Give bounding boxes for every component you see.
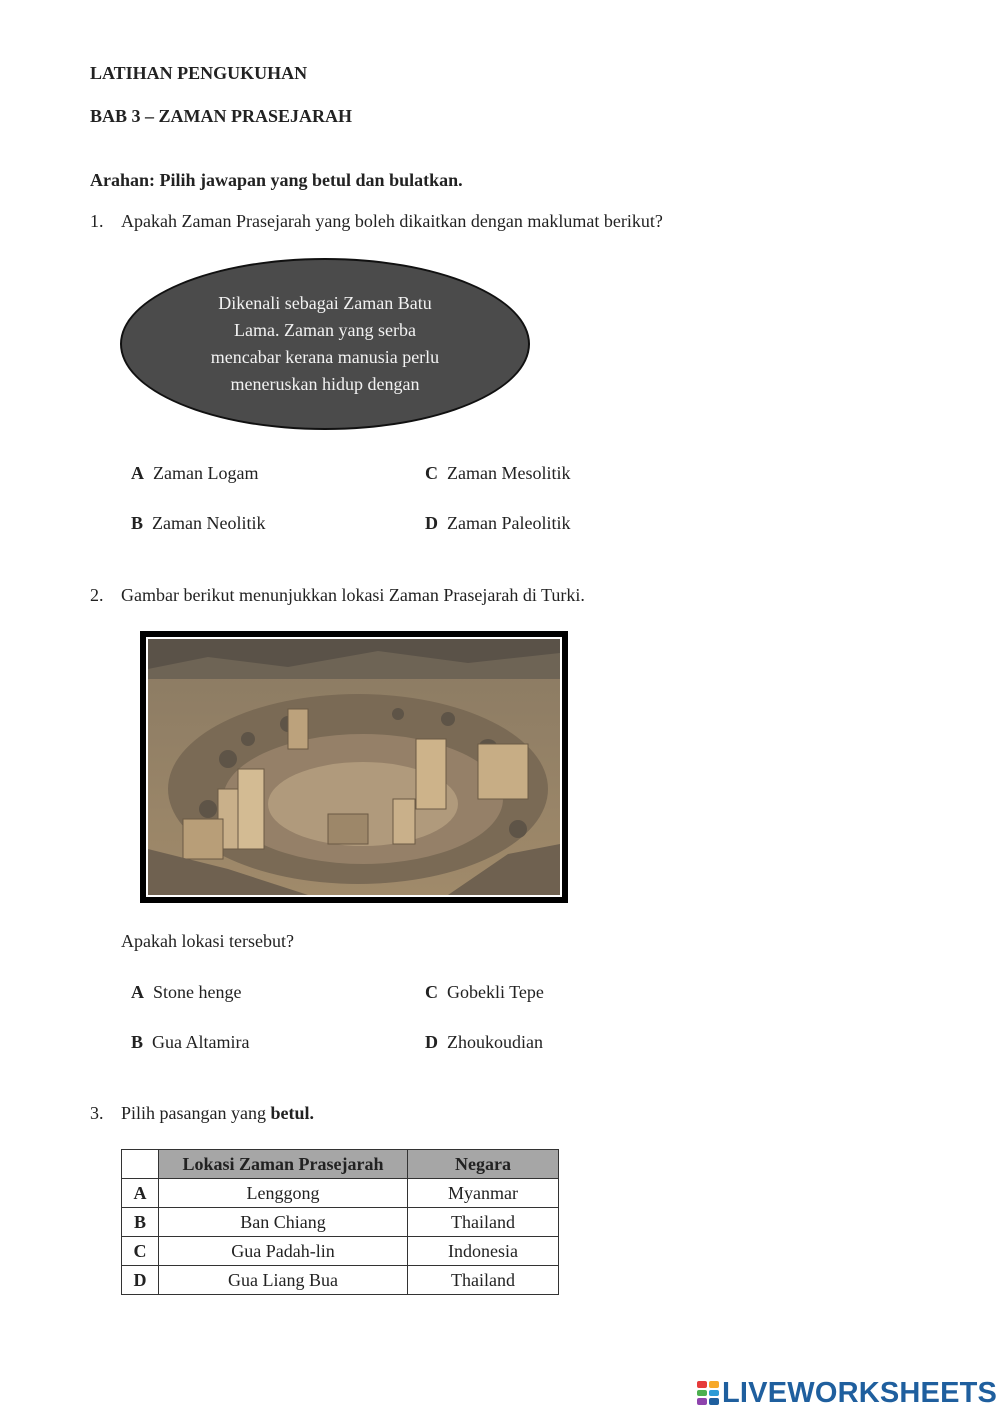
q3-question-prefix: Pilih pasangan yang bbox=[121, 1103, 271, 1123]
header-blank-cell bbox=[122, 1150, 159, 1179]
q2-sub-question: Apakah lokasi tersebut? bbox=[121, 931, 294, 951]
table-row[interactable] bbox=[122, 1179, 559, 1208]
instruction: Arahan: Pilih jawapan yang betul dan bulatkan. bbox=[90, 170, 463, 190]
logo-square bbox=[709, 1390, 719, 1397]
row-location: Ban Chiang bbox=[159, 1208, 408, 1237]
row-letter: C bbox=[122, 1237, 159, 1266]
option-text: Zaman Mesolitik bbox=[447, 463, 571, 483]
q1-info-line: Dikenali sebagai Zaman Batu bbox=[218, 293, 432, 313]
row-country: Thailand bbox=[408, 1208, 559, 1237]
option-letter: D bbox=[425, 513, 438, 533]
option-letter: A bbox=[131, 463, 144, 483]
worksheet-title: LATIHAN PENGUKUHAN bbox=[90, 63, 308, 83]
q1-info-line: mencabar kerana manusia perlu bbox=[210, 347, 440, 367]
option-letter: A bbox=[131, 982, 144, 1002]
liveworksheets-logo[interactable] bbox=[697, 1376, 997, 1410]
option-text: Stone henge bbox=[153, 982, 242, 1002]
header-country: Negara bbox=[408, 1150, 559, 1179]
q1-option-a[interactable] bbox=[131, 461, 258, 485]
row-location: Lenggong bbox=[159, 1179, 408, 1208]
chapter-title: BAB 3 – ZAMAN PRASEJARAH bbox=[90, 106, 353, 126]
logo-square bbox=[709, 1398, 719, 1405]
option-letter: C bbox=[425, 982, 438, 1002]
q1-option-b[interactable] bbox=[131, 511, 265, 535]
q3-question bbox=[121, 1101, 314, 1125]
row-location: Gua Liang Bua bbox=[159, 1266, 408, 1295]
logo-square bbox=[697, 1390, 707, 1397]
q1-info-line: Lama. Zaman yang serba bbox=[234, 320, 416, 340]
q2-number: 2. bbox=[90, 585, 104, 605]
q2-option-d[interactable] bbox=[425, 1030, 543, 1054]
q1-info-text bbox=[180, 290, 470, 398]
option-text: Zaman Paleolitik bbox=[447, 513, 571, 533]
logo-square bbox=[709, 1381, 719, 1388]
option-text: Zhoukoudian bbox=[447, 1032, 543, 1052]
table-row[interactable] bbox=[122, 1208, 559, 1237]
archaeological-site-photo bbox=[140, 631, 568, 903]
q3-number: 3. bbox=[90, 1103, 104, 1123]
option-letter: D bbox=[425, 1032, 438, 1052]
q2-option-b[interactable] bbox=[131, 1030, 250, 1054]
q1-info-line: meneruskan hidup dengan bbox=[230, 374, 420, 394]
table-row[interactable] bbox=[122, 1237, 559, 1266]
option-text: Zaman Logam bbox=[153, 463, 259, 483]
q2-question: Gambar berikut menunjukkan lokasi Zaman Prasejarah di Turki. bbox=[121, 585, 585, 605]
option-letter: B bbox=[131, 1032, 144, 1052]
logo-square bbox=[697, 1398, 707, 1405]
logo-square bbox=[697, 1381, 707, 1388]
option-text: Zaman Neolitik bbox=[152, 513, 266, 533]
q2-option-c[interactable] bbox=[425, 980, 544, 1004]
option-letter: C bbox=[425, 463, 438, 483]
q3-question-bold: betul. bbox=[270, 1103, 314, 1123]
option-letter: B bbox=[131, 513, 144, 533]
q1-number: 1. bbox=[90, 211, 104, 231]
table-row[interactable] bbox=[122, 1266, 559, 1295]
stone-ruins-illustration bbox=[148, 639, 560, 895]
row-letter: B bbox=[122, 1208, 159, 1237]
row-letter: D bbox=[122, 1266, 159, 1295]
q3-pairs-table bbox=[121, 1149, 559, 1295]
row-country: Thailand bbox=[408, 1266, 559, 1295]
row-country: Myanmar bbox=[408, 1179, 559, 1208]
row-letter: A bbox=[122, 1179, 159, 1208]
q1-question: Apakah Zaman Prasejarah yang boleh dikaitkan dengan maklumat berikut? bbox=[121, 211, 663, 231]
row-location: Gua Padah-lin bbox=[159, 1237, 408, 1266]
q2-option-a[interactable] bbox=[131, 980, 241, 1004]
logo-icon bbox=[697, 1381, 719, 1405]
header-location: Lokasi Zaman Prasejarah bbox=[159, 1150, 408, 1179]
q1-option-d[interactable] bbox=[425, 511, 570, 535]
row-country: Indonesia bbox=[408, 1237, 559, 1266]
table-header-row bbox=[122, 1150, 559, 1179]
option-text: Gobekli Tepe bbox=[447, 982, 544, 1002]
option-text: Gua Altamira bbox=[152, 1032, 250, 1052]
q1-option-c[interactable] bbox=[425, 461, 570, 485]
logo-text: LIVEWORKSHEETS bbox=[722, 1376, 998, 1409]
